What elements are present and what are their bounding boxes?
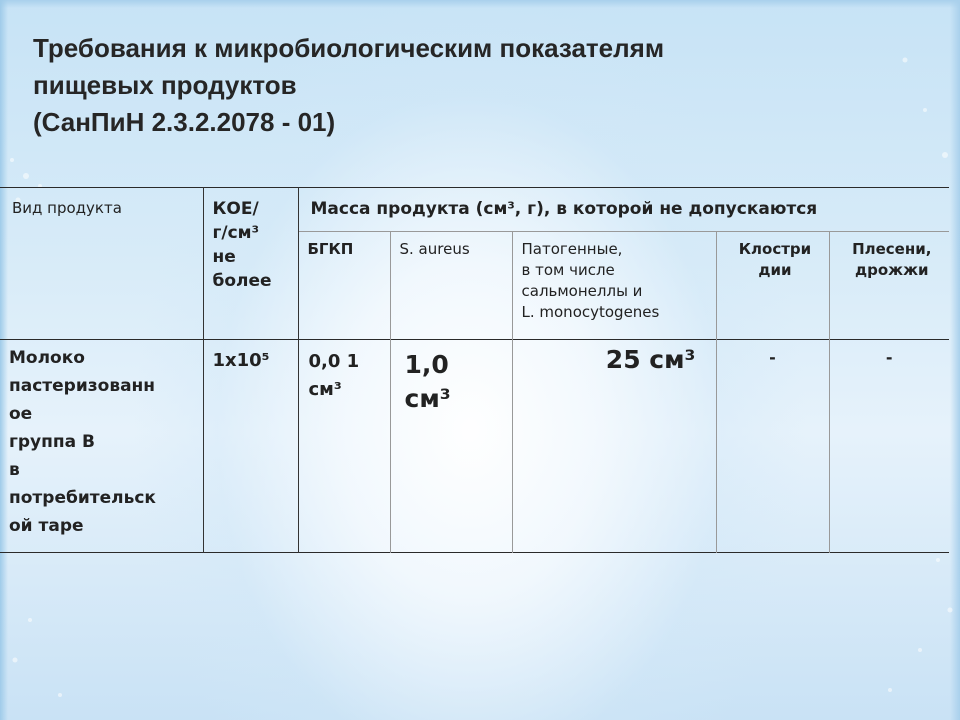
requirements-table [0,187,949,553]
title-line-3: (СанПиН 2.3.2.2078 - 01) [33,107,336,137]
header-row [0,188,949,232]
title-line-2: пищевых продуктов [33,70,297,100]
page-title [33,30,913,141]
cell-bgkp: 0,0 1 см³ [298,340,390,553]
header-clostridia: Клостри дии [716,232,829,340]
cell-mold: - [829,340,949,553]
header-koe: КОЕ/ г/см³ не более [203,188,298,340]
header-aureus: S. aureus [390,232,512,340]
header-mass: Масса продукта (см³, г), в которой не допускаются [298,188,949,232]
table-row [0,340,949,553]
header-product-type: Вид продукта [12,199,122,217]
title-line-1: Требования к микробиологическим показателям [33,33,665,63]
cell-product: Молоко пастеризованн ое группа В в потребительск ой таре [9,348,156,536]
header-mold: Плесени, дрожжи [829,232,949,340]
cell-clostridia: - [716,340,829,553]
cell-pathogenic: 25 см³ [512,340,716,553]
header-bgkp: БГКП [298,232,390,340]
cell-aureus: 1,0 см³ [390,340,512,553]
cell-koe: 1х10⁵ [203,340,298,553]
header-pathogenic: Патогенные, в том числе сальмонеллы и L. monocytogenes [512,232,716,340]
